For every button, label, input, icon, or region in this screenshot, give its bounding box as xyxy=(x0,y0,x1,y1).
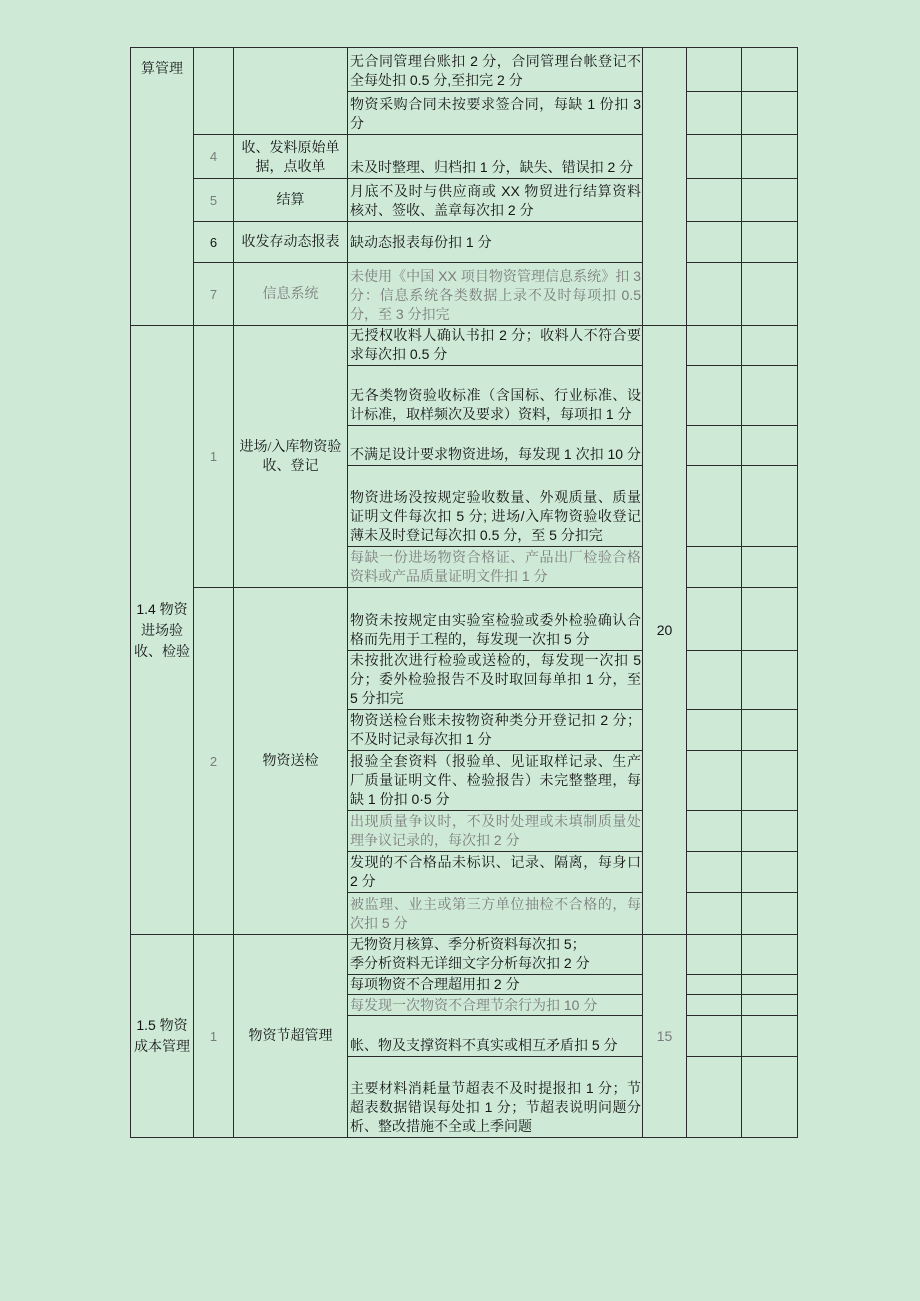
score-cell xyxy=(643,326,687,935)
criteria-cell xyxy=(348,547,643,588)
empty-cell xyxy=(687,588,742,651)
item-number-cell xyxy=(194,263,234,326)
empty-cell xyxy=(742,326,798,366)
item-name: 收发存动态报表 xyxy=(241,234,340,250)
item-number: 1 xyxy=(209,1028,218,1044)
criteria-cell xyxy=(348,975,643,995)
criteria-text: 月底不及时与供应商或 XX 物贸进行结算资料核对、签收、盖章每次扣 2 分 xyxy=(350,183,641,218)
empty-cell xyxy=(687,466,742,547)
criteria-text: 无授权收料人确认书扣 2 分；收料人不符合要求每次扣 0.5 分 xyxy=(350,327,641,362)
empty-cell xyxy=(742,588,798,651)
criteria-text: 未按批次进行检验或送检的，每发现一次扣 5 分；委外检验报告不及时取回每单扣 1 分，至 5 分扣完 xyxy=(350,652,641,706)
category-label: 算管理 xyxy=(141,60,183,76)
item-number: 5 xyxy=(209,192,218,208)
empty-cell xyxy=(687,751,742,811)
empty-cell xyxy=(742,1016,798,1057)
criteria-text: 物资进场没按规定验收数量、外观质量、质量证明文件每次扣 5 分; 进场/入库物资验收登记薄未及时登记每次扣 0.5 分，至 5 分扣完 xyxy=(350,489,641,543)
criteria-cell xyxy=(348,1057,643,1138)
empty-cell xyxy=(687,547,742,588)
empty-cell xyxy=(742,48,798,92)
item-name-cell xyxy=(234,326,348,588)
empty-cell xyxy=(687,995,742,1016)
criteria-text: 帐、物及支撑资料不真实或相互矛盾扣 5 分 xyxy=(350,1037,618,1053)
criteria-text: 未及时整理、归档扣 1 分，缺失、错误扣 2 分 xyxy=(350,159,634,175)
criteria-cell xyxy=(348,135,643,179)
empty-cell xyxy=(742,893,798,935)
item-number: 2 xyxy=(209,753,218,769)
item-name-cell xyxy=(234,263,348,326)
item-name-cell xyxy=(234,135,348,179)
criteria-cell xyxy=(348,893,643,935)
criteria-cell xyxy=(348,811,643,852)
empty-cell xyxy=(742,811,798,852)
item-name: 物资节超管理 xyxy=(248,1028,333,1044)
empty-cell xyxy=(742,935,798,975)
criteria-text: 出现质量争议时，不及时处理或未填制质量处理争议记录的，每次扣 2 分 xyxy=(350,813,641,848)
empty-cell xyxy=(742,135,798,179)
empty-cell xyxy=(687,135,742,179)
criteria-cell xyxy=(348,995,643,1016)
empty-cell xyxy=(687,326,742,366)
category-label: 1.5 物资成本管理 xyxy=(134,1017,190,1054)
criteria-text: 物资未按规定由实验室检验或委外检验确认合格而先用于工程的，每发现一次扣 5 分 xyxy=(350,612,641,647)
empty-cell xyxy=(742,426,798,466)
item-number: 7 xyxy=(209,286,218,302)
item-number-cell xyxy=(194,935,234,1138)
item-name: 进场/入库物资验收、登记 xyxy=(239,439,342,474)
empty-cell xyxy=(687,366,742,426)
empty-cell xyxy=(687,1016,742,1057)
item-number-cell xyxy=(194,222,234,263)
empty-cell xyxy=(742,263,798,326)
empty-cell xyxy=(742,222,798,263)
empty-cell xyxy=(687,426,742,466)
category-label: 1.4 物资进场验收、检验 xyxy=(134,600,190,659)
criteria-text: 无合同管理台账扣 2 分，合同管理台帐登记不全每处扣 0.5 分,至扣完 2 分 xyxy=(350,53,641,88)
item-name: 收、发料原始单据，点收单 xyxy=(241,141,340,175)
empty-cell xyxy=(742,547,798,588)
empty-cell xyxy=(742,92,798,135)
criteria-cell xyxy=(348,751,643,811)
empty-cell xyxy=(687,811,742,852)
criteria-cell xyxy=(348,48,643,92)
criteria-cell xyxy=(348,326,643,366)
criteria-text: 无物资月核算、季分析资料每次扣 5； 季分析资料无详细文字分析每次扣 2 分 xyxy=(350,936,590,971)
criteria-text: 发现的不合格品未标识、记录、隔离，每身口 2 分 xyxy=(350,854,641,889)
criteria-text: 物资采购合同未按要求签合同，每缺 1 份扣 3 分 xyxy=(350,96,641,131)
score-value: 15 xyxy=(656,1027,673,1044)
criteria-cell xyxy=(348,222,643,263)
criteria-text: 未使用《中国 XX 项目物资管理信息系统》扣 3 分：信息系统各类数据上录不及时每项扣 0.5 分，至 3 分扣完 xyxy=(350,268,641,322)
category-cell xyxy=(131,48,194,326)
item-number-cell xyxy=(194,179,234,222)
empty-cell xyxy=(687,852,742,893)
item-name-cell xyxy=(234,48,348,135)
criteria-cell xyxy=(348,366,643,426)
empty-cell xyxy=(687,48,742,92)
empty-cell xyxy=(742,466,798,547)
empty-cell xyxy=(687,651,742,710)
empty-cell xyxy=(742,179,798,222)
item-number-cell xyxy=(194,135,234,179)
empty-cell xyxy=(742,651,798,710)
criteria-cell xyxy=(348,1016,643,1057)
item-name: 物资送检 xyxy=(262,753,319,769)
empty-cell xyxy=(687,975,742,995)
item-name-cell xyxy=(234,222,348,263)
item-number-cell xyxy=(194,326,234,588)
empty-cell xyxy=(742,1057,798,1138)
score-cell xyxy=(643,935,687,1138)
criteria-cell xyxy=(348,179,643,222)
criteria-cell xyxy=(348,92,643,135)
criteria-text: 无各类物资验收标准（含国标、行业标准、设计标准，取样频次及要求）资料，每项扣 1 分 xyxy=(350,387,641,422)
item-name: 信息系统 xyxy=(262,286,319,302)
empty-cell xyxy=(687,222,742,263)
criteria-cell xyxy=(348,466,643,547)
item-name: 结算 xyxy=(276,192,305,208)
criteria-text: 缺动态报表每份扣 1 分 xyxy=(350,233,492,250)
item-name-cell xyxy=(234,588,348,935)
criteria-cell xyxy=(348,588,643,651)
criteria-cell xyxy=(348,710,643,751)
criteria-cell xyxy=(348,426,643,466)
empty-cell xyxy=(687,92,742,135)
empty-cell xyxy=(742,751,798,811)
criteria-cell xyxy=(348,263,643,326)
item-number: 1 xyxy=(209,449,218,464)
score-value: 20 xyxy=(656,621,673,638)
item-name-cell xyxy=(234,179,348,222)
empty-cell xyxy=(742,995,798,1016)
item-number-cell xyxy=(194,588,234,935)
empty-cell xyxy=(687,710,742,751)
criteria-cell xyxy=(348,852,643,893)
empty-cell xyxy=(687,263,742,326)
category-cell xyxy=(131,326,194,935)
criteria-text: 不满足设计要求物资进场，每发现 1 次扣 10 分 xyxy=(350,446,641,462)
criteria-text: 被监理、业主或第三方单位抽检不合格的，每次扣 5 分 xyxy=(350,896,641,931)
category-cell xyxy=(131,935,194,1138)
criteria-text: 物资送检台账未按物资种类分开登记扣 2 分；不及时记录每次扣 1 分 xyxy=(350,712,641,747)
empty-cell xyxy=(742,975,798,995)
criteria-cell xyxy=(348,651,643,710)
assessment-table xyxy=(130,47,798,1138)
criteria-cell xyxy=(348,935,643,975)
empty-cell xyxy=(687,893,742,935)
criteria-text: 每项物资不合理超用扣 2 分 xyxy=(350,976,520,992)
empty-cell xyxy=(742,852,798,893)
score-cell xyxy=(643,48,687,326)
item-number: 4 xyxy=(209,149,218,164)
item-number-cell xyxy=(194,48,234,135)
item-name-cell xyxy=(234,935,348,1138)
empty-cell xyxy=(687,1057,742,1138)
empty-cell xyxy=(742,366,798,426)
criteria-text: 每缺一份进场物资合格证、产品出厂检验合格资料或产品质量证明文件扣 1 分 xyxy=(350,549,641,584)
criteria-text: 报验全套资料（报验单、见证取样记录、生产厂质量证明文件、检验报告）未完整整理，每缺 1 份扣 0·5 分 xyxy=(350,753,641,807)
empty-cell xyxy=(742,710,798,751)
empty-cell xyxy=(687,179,742,222)
criteria-text: 每发现一次物资不合理节余行为扣 10 分 xyxy=(350,996,598,1013)
criteria-text: 主要材料消耗量节超表不及时提报扣 1 分；节超表数据错误每处扣 1 分；节超表说明问题分析、整改措施不全或上季问题 xyxy=(350,1080,641,1134)
empty-cell xyxy=(687,935,742,975)
item-number: 6 xyxy=(209,234,218,250)
